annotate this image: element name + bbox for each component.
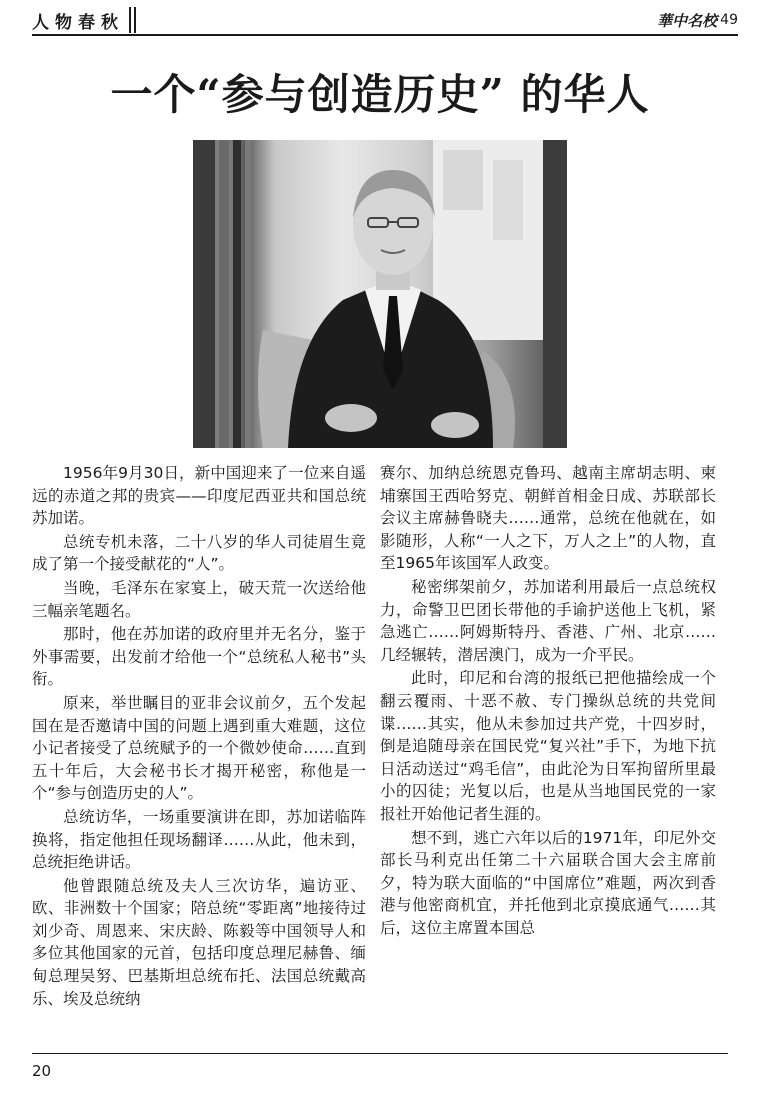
- header-divider: [32, 34, 738, 36]
- article-title: 一个“参与创造历史” 的华人: [110, 70, 650, 119]
- paragraph: 他曾跟随总统及夫人三次访华，遍访亚、欧、非洲数十个国家；陪总统“零距离”地接待过刘少奇、周恩来、宋庆龄、陈毅等中国领导人和多位其他国家的元首，包括印度总理尼赫鲁、缅甸总理吴努、巴基斯坦总统布托、法国总统戴高乐、埃及总统纳: [32, 876, 366, 1008]
- paragraph: 原来，举世瞩目的亚非会议前夕，五个发起国在是否邀请中国的问题上遇到重大难题，这位小记者接受了总统赋予的一个微妙使命……直到五十年后，大会秘书长才揭开秘密，称他是一个“参与创造历史的人”。: [32, 693, 366, 803]
- article-body-right: [380, 462, 716, 940]
- paragraph: 那时，他在苏加诺的政府里并无名分，鉴于外事需要，出发前才给他一个“总统私人秘书”头衔。: [32, 625, 366, 689]
- paragraph: 想不到，逃亡六年以后的1971年，印尼外交部长马利克出任第二十六届联合国大会主席前夕，特为联大面临的“中国席位”难题，两次到香港与他密商机宜，并托他到北京摸底通气……其后，这位主席置本国总: [380, 828, 716, 937]
- footer-divider: [32, 1053, 728, 1054]
- section-header: [32, 6, 136, 34]
- magazine-logo: 華中名校: [657, 11, 718, 30]
- paragraph: 总统访华，一场重要演讲在即，苏加诺临阵换将，指定他担任现场翻译……从此，他未到，总统拒绝讲话。: [32, 807, 366, 872]
- paragraph: 赛尔、加纳总统恩克鲁玛、越南主席胡志明、柬埔寨国王西哈努克、朝鲜首相金日成、苏联部长会议主席赫鲁晓夫……通常，总统在他就在，如影随形，人称“一人之下，万人之上”的人物，直至1965年该国军人政变。: [380, 464, 716, 573]
- portrait-photo: [193, 140, 567, 448]
- section-bars-icon: [126, 7, 136, 33]
- paragraph: 当晚，毛泽东在家宴上，破天荒一次送给他三幅亲笔题名。: [32, 578, 366, 620]
- paragraph: 总统专机未落，二十八岁的华人司徒眉生竟成了第一个接受献花的“人”。: [32, 532, 366, 574]
- magazine-header: [657, 6, 738, 34]
- section-label: 人物春秋: [32, 12, 124, 33]
- portrait-photo-icon: [193, 140, 567, 448]
- header-page-number: 49: [720, 12, 738, 28]
- paragraph: 此时，印尼和台湾的报纸已把他描绘成一个翻云覆雨、十恶不赦、专门操纵总统的共党间谍……其实，他从未参加过共产党，十四岁时，倒是追随母亲在国民党“复兴社”手下，为地下抗日活动送过“鸡毛信”，由此沦为日军拘留所里最小的囚徒；光复以后，也是从当地国民党的一家报社开始他记者生涯的。: [380, 669, 716, 823]
- footer-page-number: 20: [32, 1062, 52, 1080]
- paragraph: 1956年9月30日，新中国迎来了一位来自遥远的赤道之邦的贵宾——印度尼西亚共和国总统苏加诺。: [32, 464, 366, 528]
- article-body-left: [32, 462, 366, 1011]
- paragraph: 秘密绑架前夕，苏加诺利用最后一点总统权力，命警卫巴团长带他的手谕护送他上飞机，紧急逃亡……阿姆斯特丹、香港、广州、北京……几经辗转，潜居澳门，成为一介平民。: [380, 577, 716, 664]
